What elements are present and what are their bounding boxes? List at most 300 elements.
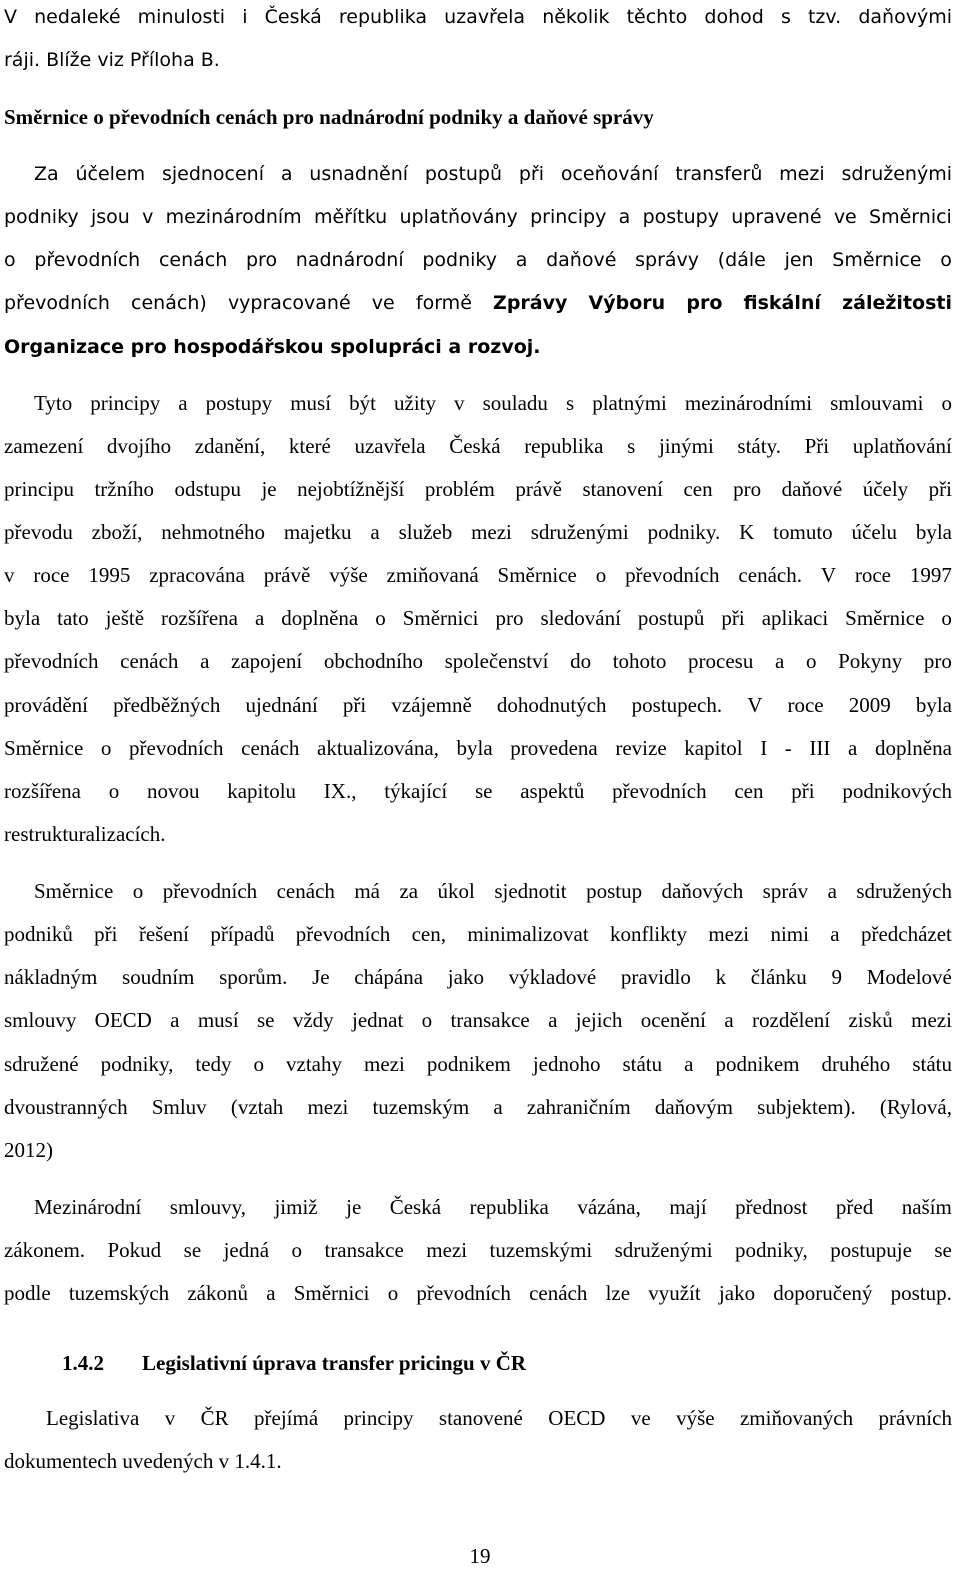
word: uplatňování <box>852 434 952 458</box>
word: naším <box>901 1195 952 1219</box>
word: roce <box>33 563 70 587</box>
word: a <box>178 391 188 415</box>
word: při <box>721 606 745 630</box>
word: Směrnici <box>402 606 479 630</box>
word: dvojího <box>106 434 172 458</box>
word: pro <box>686 292 723 314</box>
intro-line-2: ráji. Blíže viz Příloha B. <box>4 49 220 71</box>
word: a <box>370 520 380 544</box>
word: aspektů <box>520 779 585 803</box>
word: postupech. <box>631 693 723 717</box>
word: uzavřela <box>354 434 426 458</box>
word: byla <box>915 520 952 544</box>
word: musí <box>290 391 332 415</box>
word: (dále <box>717 249 766 271</box>
word: o <box>132 879 144 903</box>
word: státy. <box>737 434 781 458</box>
word: minulosti <box>137 6 226 28</box>
word: - <box>784 736 792 760</box>
word: daňových <box>661 879 744 903</box>
word: záležitosti <box>842 292 952 314</box>
word: s <box>627 434 636 458</box>
word: zahraničním <box>526 1095 631 1119</box>
word: postupů <box>424 163 503 185</box>
word: souladu <box>482 391 548 415</box>
word: tuzemskými <box>489 1238 593 1262</box>
word: fiskální <box>743 292 821 314</box>
word: transferů <box>675 163 763 185</box>
word: o <box>941 606 952 630</box>
word: společenství <box>444 649 549 673</box>
word: tohoto <box>612 649 667 673</box>
word: zákonů <box>187 1281 248 1305</box>
word: tzv. <box>807 6 842 28</box>
word: a <box>200 649 210 673</box>
word: Legislativa <box>46 1406 140 1430</box>
p4-line-1 <box>34 1194 952 1220</box>
word: musí <box>197 1008 239 1032</box>
word: při <box>791 779 815 803</box>
word: a <box>266 1281 276 1305</box>
word: tuzemských <box>68 1281 170 1305</box>
word: mezi <box>779 163 825 185</box>
word: správ <box>762 879 809 903</box>
p2-line-5 <box>4 562 952 588</box>
word: těchto <box>626 6 688 28</box>
word: postup. <box>890 1281 952 1305</box>
word: dohodnutých <box>496 693 607 717</box>
p2-line-7 <box>4 648 952 674</box>
word: ve <box>630 1406 651 1430</box>
word: mezi <box>307 1095 349 1119</box>
word: dohod <box>704 6 764 28</box>
word: jen <box>784 249 814 271</box>
word: služeb <box>398 520 453 544</box>
word: a <box>774 649 785 673</box>
word: o <box>595 563 607 587</box>
word: novou <box>146 779 200 803</box>
word: Pokyny <box>838 649 903 673</box>
word: přednost <box>735 1195 808 1219</box>
word: převodních <box>162 879 258 903</box>
word: převodních <box>625 563 720 587</box>
p3-line-4 <box>4 1007 952 1033</box>
word: s <box>565 391 575 415</box>
word: lze <box>605 1281 631 1305</box>
word: aplikaci <box>761 606 829 630</box>
p2-line-10 <box>4 778 952 804</box>
word: zboží, <box>91 520 143 544</box>
p2-line-6 <box>4 605 952 631</box>
word: provádění <box>4 693 88 717</box>
p1-line-2 <box>4 204 952 230</box>
word: OECD <box>94 1008 152 1032</box>
word: nadnárodní <box>295 249 404 271</box>
word: v <box>4 563 15 587</box>
word: přejímá <box>254 1406 319 1430</box>
p1-line-4 <box>4 290 952 316</box>
word: užity <box>394 391 436 415</box>
word: a <box>618 206 631 228</box>
word: formě <box>415 292 472 314</box>
word: podle <box>4 1281 51 1305</box>
word: má <box>354 879 380 903</box>
word: právě <box>263 563 311 587</box>
word: které <box>288 434 331 458</box>
word: podnikem <box>715 1052 800 1076</box>
p2-line-4 <box>4 519 952 545</box>
word: jako <box>447 965 484 989</box>
word: cenách. <box>738 563 802 587</box>
p3-line-2 <box>4 921 952 947</box>
word: doporučený <box>773 1281 873 1305</box>
word: Česká <box>389 1195 442 1219</box>
word: smlouvy <box>4 1008 77 1032</box>
word: revize <box>615 736 667 760</box>
word: převodních <box>416 1281 511 1305</box>
word: aktualizována, <box>317 736 439 760</box>
word: V <box>4 6 17 28</box>
word: sledování <box>540 606 621 630</box>
word: zpracována <box>149 563 245 587</box>
word: zisků <box>848 1008 893 1032</box>
word: o <box>940 249 952 271</box>
p2-line-1 <box>34 390 952 416</box>
word: pro <box>495 606 524 630</box>
p3-line-7: 2012) <box>4 1138 53 1162</box>
word: cenách <box>120 649 179 673</box>
word: dvoustranných <box>4 1095 128 1119</box>
word: smlouvy, <box>169 1195 246 1219</box>
word: druhého <box>821 1052 891 1076</box>
word: Pokud <box>107 1238 162 1262</box>
word: V <box>747 693 763 717</box>
word: Směrnice <box>34 879 114 903</box>
word: výše <box>329 563 368 587</box>
subsection-title: Legislativní úprava transfer pricingu v ČR <box>142 1351 527 1375</box>
word: ujednání <box>245 693 318 717</box>
word: být <box>349 391 376 415</box>
p1-line-1 <box>34 161 952 187</box>
word: postup <box>586 879 643 903</box>
word: převodních <box>34 249 141 271</box>
word: zmiňovaných <box>739 1406 854 1430</box>
word: pravidlo <box>620 965 691 989</box>
word: právě <box>515 477 562 501</box>
word: tomuto <box>773 520 833 544</box>
word: Zprávy <box>493 292 568 314</box>
word: roce <box>854 563 891 587</box>
word: zamezení <box>4 434 84 458</box>
word: o <box>100 736 112 760</box>
word: Směrnice <box>4 736 84 760</box>
word: státu <box>622 1052 663 1076</box>
word: o <box>421 1008 433 1032</box>
word: převodních <box>129 736 224 760</box>
word: cenách <box>241 736 300 760</box>
word: zapojení <box>231 649 303 673</box>
word: mezi <box>708 922 750 946</box>
word: jedná <box>223 1238 270 1262</box>
word: chápána <box>354 965 424 989</box>
word: výše <box>676 1406 715 1430</box>
word: odstupu <box>174 477 241 501</box>
word: se <box>257 1008 275 1032</box>
word: podnikových <box>842 779 952 803</box>
word: nákladným <box>4 965 98 989</box>
word: byla <box>4 606 41 630</box>
word: platnými <box>592 391 667 415</box>
page-number: 19 <box>469 1544 491 1568</box>
word: oceňování <box>560 163 659 185</box>
word: o <box>941 391 952 415</box>
word: podniky <box>4 206 79 228</box>
word: ještě <box>105 606 145 630</box>
word: výkladové <box>508 965 597 989</box>
word: je <box>346 1195 362 1219</box>
word: a <box>515 249 528 271</box>
word: Tyto <box>34 391 73 415</box>
word: zákonem. <box>4 1238 86 1262</box>
p2-line-2 <box>4 433 952 459</box>
word: předběžných <box>113 693 221 717</box>
word: převodních <box>612 779 707 803</box>
word: sdruženými <box>614 1238 713 1262</box>
p3-line-3 <box>4 964 952 990</box>
word: nehmotného <box>161 520 266 544</box>
word: tuzemským <box>372 1095 470 1119</box>
word: mezinárodními <box>684 391 813 415</box>
word: a <box>548 1008 558 1032</box>
word: státu <box>912 1052 952 1076</box>
word: mají <box>669 1195 707 1219</box>
word: o <box>387 1281 399 1305</box>
word: principu <box>4 477 74 501</box>
word: pro <box>245 249 278 271</box>
word: tedy <box>195 1052 232 1076</box>
word: roce <box>787 693 824 717</box>
word: měřítku <box>313 206 388 228</box>
word: mezi <box>364 1052 405 1076</box>
word: cen <box>734 779 764 803</box>
word: rozšířena <box>4 779 81 803</box>
word: Směrnice <box>832 249 922 271</box>
p1-line-3 <box>4 247 952 273</box>
word: byla <box>456 736 493 760</box>
word: Výboru <box>588 292 666 314</box>
word: IX., <box>323 779 357 803</box>
word: cenách <box>529 1281 588 1305</box>
word: obchodního <box>323 649 423 673</box>
p2-line-3 <box>4 476 952 502</box>
word: několik <box>542 6 610 28</box>
word: daňovými <box>858 6 952 28</box>
word: (vztah <box>230 1095 284 1119</box>
word: principy <box>90 391 161 415</box>
word: jednat <box>351 1008 404 1032</box>
word: jako <box>718 1281 756 1305</box>
p4-line-3 <box>4 1280 952 1306</box>
word: a <box>254 606 265 630</box>
word: pro <box>923 649 952 673</box>
word: a <box>280 163 293 185</box>
word: i <box>242 6 248 28</box>
word: cenách <box>158 249 228 271</box>
word: principy <box>343 1406 414 1430</box>
word: mezi <box>426 1238 468 1262</box>
word: k <box>715 965 727 989</box>
word: zmiňovaná <box>386 563 479 587</box>
word: účelem <box>75 163 146 185</box>
word: při <box>342 693 367 717</box>
word: podniky, <box>735 1238 808 1262</box>
word: mezi <box>911 1008 952 1032</box>
word: kapitolu <box>227 779 297 803</box>
word: ocenění <box>640 1008 707 1032</box>
p3-line-1 <box>34 878 952 904</box>
word: a <box>493 1095 503 1119</box>
word: upravené <box>731 206 822 228</box>
word: Směrnice <box>497 563 577 587</box>
p2-line-9 <box>4 735 952 761</box>
word: podniky. <box>647 520 721 544</box>
word: procesu <box>688 649 754 673</box>
word: o <box>291 1238 303 1262</box>
word: tato <box>57 606 89 630</box>
word: účelu <box>851 520 897 544</box>
word: v <box>142 206 154 228</box>
word: kapitol <box>684 736 743 760</box>
word: daňové <box>546 249 617 271</box>
p5-line-2: dokumentech uvedených v 1.4.1. <box>4 1449 282 1473</box>
word: převodních <box>4 649 99 673</box>
word: subjektem). <box>757 1095 856 1119</box>
word: sdruženými <box>530 520 629 544</box>
word: vypracované <box>227 292 351 314</box>
word: nejobtížnější <box>297 477 405 501</box>
intro-line-1 <box>4 4 952 30</box>
word: o <box>108 779 120 803</box>
subsection-heading <box>62 1350 952 1376</box>
word: majetku <box>283 520 352 544</box>
word: 1995 <box>88 563 131 587</box>
word: smlouvami <box>830 391 924 415</box>
word: správy <box>635 249 700 271</box>
word: týkající <box>384 779 448 803</box>
word: sdružených <box>856 879 952 903</box>
word: transakce <box>450 1008 530 1032</box>
word: stanovení <box>582 477 663 501</box>
word: převodních <box>295 922 391 946</box>
word: jimiž <box>274 1195 318 1219</box>
word: se <box>934 1238 952 1262</box>
p2-line-11: restrukturalizacích. <box>4 822 166 846</box>
word: vázána, <box>577 1195 641 1219</box>
word: a <box>848 736 858 760</box>
word: problém <box>424 477 495 501</box>
word: o <box>4 249 16 271</box>
word: Smluv <box>151 1095 207 1119</box>
word: mezi <box>471 520 512 544</box>
word: s <box>780 6 791 28</box>
word: a <box>170 1008 180 1032</box>
word: republika <box>524 434 604 458</box>
word: podniky <box>422 249 497 271</box>
word: OECD <box>548 1406 606 1430</box>
word: 1997 <box>909 563 952 587</box>
word: transakce <box>324 1238 404 1262</box>
word: před <box>835 1195 874 1219</box>
p3-line-5 <box>4 1051 952 1077</box>
word: K <box>739 520 755 544</box>
word: případů <box>210 922 275 946</box>
word: sdružené <box>4 1052 79 1076</box>
word: daňovým <box>654 1095 733 1119</box>
word: postupy <box>205 391 273 415</box>
word: sjednocení <box>161 163 265 185</box>
word: při <box>518 163 545 185</box>
word: Mezinárodní <box>34 1195 142 1219</box>
word: za <box>399 879 419 903</box>
word: a <box>724 1008 734 1032</box>
word: účely <box>862 477 909 501</box>
word: uzavřela <box>444 6 526 28</box>
p3-line-6 <box>4 1094 952 1120</box>
word: soudním <box>122 965 195 989</box>
word: v <box>164 1406 176 1430</box>
word: právních <box>878 1406 952 1430</box>
word: ve <box>371 292 395 314</box>
word: sdruženými <box>841 163 952 185</box>
word: republika <box>338 6 428 28</box>
word: daňové <box>781 477 843 501</box>
word: se <box>474 779 493 803</box>
word: jednoho <box>532 1052 601 1076</box>
word: a <box>830 922 840 946</box>
word: cen, <box>411 922 447 946</box>
word: byla <box>915 693 952 717</box>
word: ve <box>833 206 857 228</box>
word: využít <box>648 1281 701 1305</box>
word: Směrnice <box>845 606 925 630</box>
word: uplatňovány <box>399 206 518 228</box>
word: Za <box>34 163 59 185</box>
word: o <box>375 606 386 630</box>
word: a <box>684 1052 694 1076</box>
word: provedena <box>510 736 598 760</box>
word: podniky, <box>100 1052 174 1076</box>
word: rozšířena <box>161 606 239 630</box>
word: vztahy <box>286 1052 343 1076</box>
word: principy <box>530 206 607 228</box>
word: sjednotit <box>494 879 567 903</box>
word: postupy <box>642 206 719 228</box>
word: článku <box>750 965 807 989</box>
word: sporům. <box>219 965 288 989</box>
word: při <box>928 477 952 501</box>
word: Při <box>804 434 830 458</box>
word: 2009 <box>848 693 891 717</box>
section-heading: Směrnice o převodních cenách pro nadnárodní podniky a daňové správy <box>4 105 654 129</box>
subsection-number: 1.4.2 <box>62 1351 104 1375</box>
word: pro <box>733 477 762 501</box>
word: cenách <box>276 879 335 903</box>
word: úkol <box>437 879 475 903</box>
word: doplněna <box>874 736 952 760</box>
word: a <box>827 879 837 903</box>
word: usnadnění <box>309 163 409 185</box>
word: jsou <box>90 206 130 228</box>
